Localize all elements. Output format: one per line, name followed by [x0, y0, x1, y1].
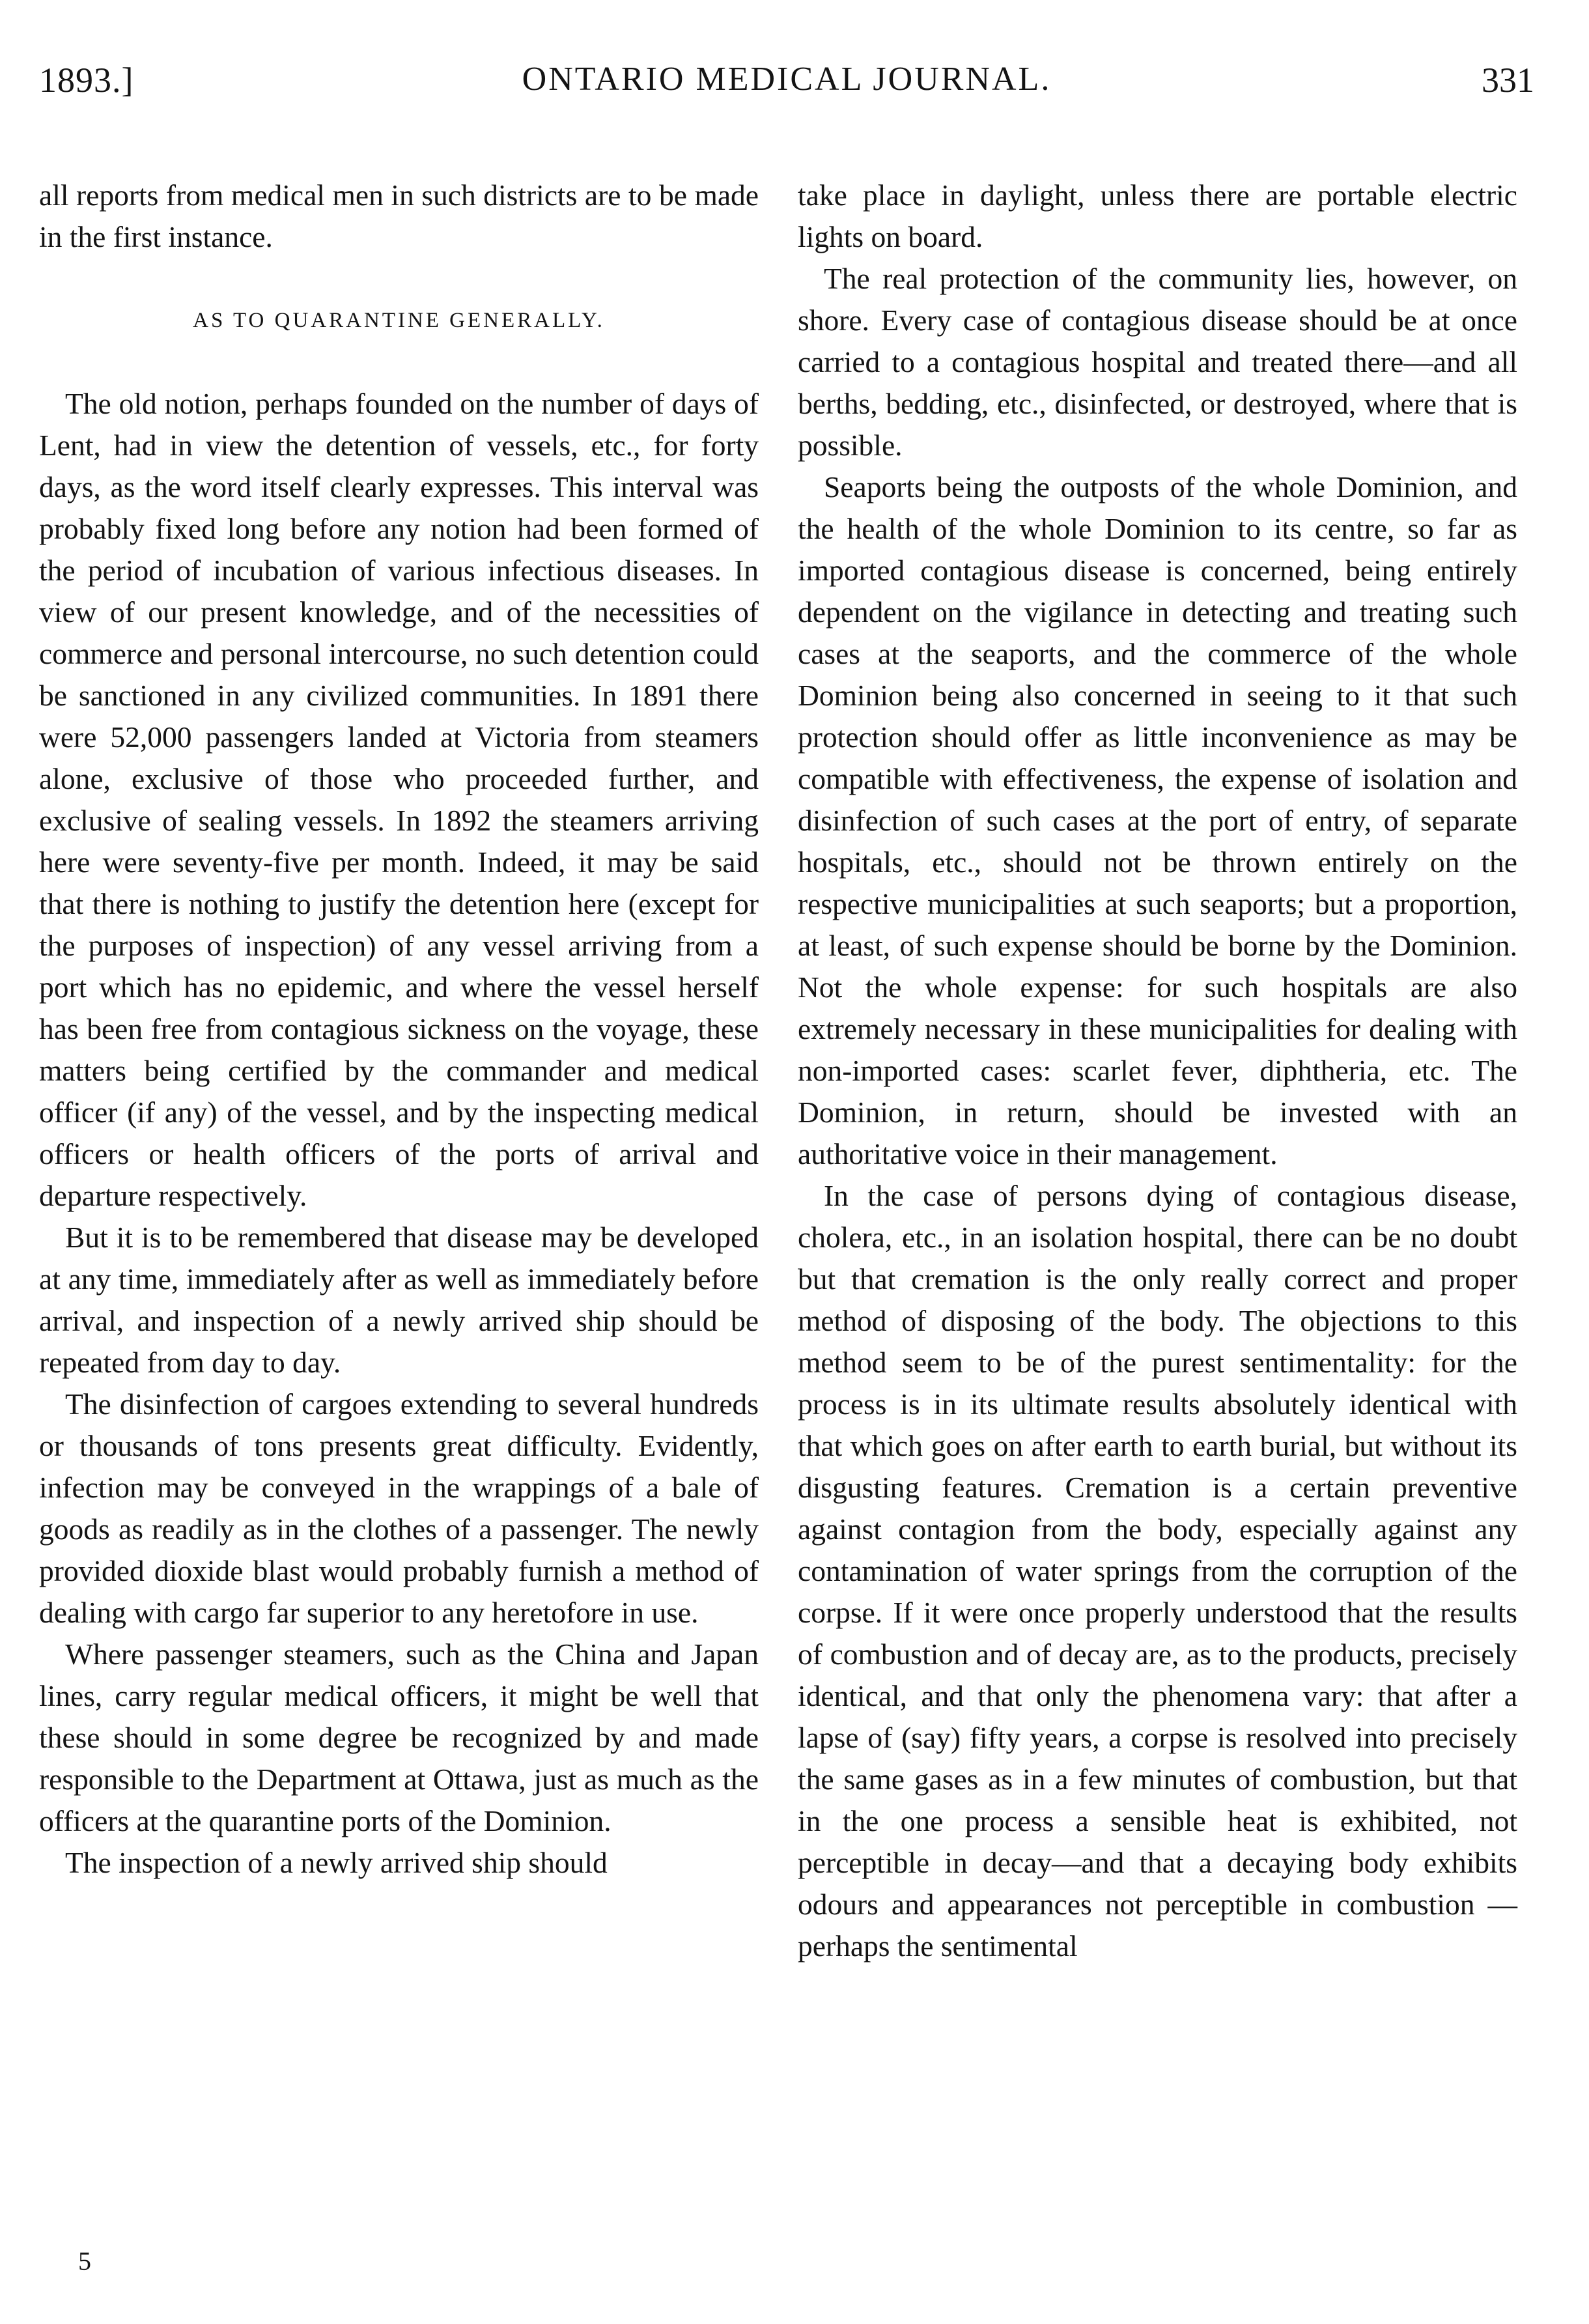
- header-year: 1893.]: [39, 61, 134, 100]
- right-paragraph: take place in daylight, unless there are portable electric lights on board.: [798, 178, 1517, 253]
- signature-mark: 5: [78, 2246, 91, 2276]
- page-number: 331: [1482, 61, 1534, 100]
- right-column: [798, 175, 1517, 1967]
- left-paragraph: The disinfection of cargoes extending to several hundreds or thousands of tons presents great difficulty. Evidently, infection may be conveyed in the wrappings of a bale of goods as readily as in the clothes of a passenger. The newly provided dioxide blast would probably furnish a method of dealing with cargo far superior to any heretofore in use.: [39, 1387, 759, 1629]
- right-paragraph: In the case of persons dying of contagious disease, cholera, etc., in an isolation hospital, there can be no doubt but that cremation is the only really correct and proper method of disposing of the body. The objections to this method seem to be of the purest sentimentality: for the process is in its ultimate results absolutely identical with that which goes on after earth to earth burial, but without its disgusting features. Cremation is a certain preventive against contagion from the body, especially against any contamination of water springs from the corruption of the corpse. If it were once properly understood that the results of combustion and of decay are, as to the products, precisely identical, and that only the phenomena vary: that after a lapse of (say) fifty years, a corpse is resolved into precisely the same gases as in a few minutes of combustion, but that in the one process a sensible heat is exhibited, not perceptible in decay—and that a decaying body exhibits odours and appearances not perceptible in combustion — perhaps the sentimental: [798, 1179, 1517, 1963]
- section-subheading: AS TO QUARANTINE GENERALLY.: [193, 309, 605, 332]
- right-paragraph: The real protection of the community lies, however, on shore. Every case of contagious disease should be at once carried to a contagious hospital and treated there—and all berths, bedding, etc., disinfected, or destroyed, where that is possible.: [798, 262, 1517, 462]
- left-column: [39, 175, 759, 1884]
- left-paragraph: The inspection of a newly arrived ship should: [65, 1846, 608, 1879]
- left-opening-paragraph: all reports from medical men in such districts are to be made in the first instance.: [39, 178, 759, 253]
- left-paragraph: The old notion, perhaps founded on the number of days of Lent, had in view the detention of vessels, etc., for forty days, as the word itself clearly expresses. This interval was probably fixed long before any notion had been formed of the period of incubation of various infectious diseases. In view of our present knowledge, and of the necessities of commerce and personal intercourse, no such detention could be sanctioned in any civilized communities. In 1891 there were 52,000 passengers landed at Victoria from steamers alone, exclusive of those who proceeded further, and exclusive of sealing vessels. In 1892 the steamers arriving here were seventy-five per month. Indeed, it may be said that there is nothing to justify the detention here (except for the purposes of inspection) of any vessel arriving from a port which has no epidemic, and where the vessel herself has been free from contagious sickness on the voyage, these matters being certified by the commander and medical officer (if any) of the vessel, and by the inspecting medical officers or health officers of the ports of arrival and departure respectively.: [39, 387, 759, 1212]
- journal-title: ONTARIO MEDICAL JOURNAL.: [522, 61, 1052, 98]
- running-header: [39, 60, 1534, 119]
- left-paragraph: But it is to be remembered that disease may be developed at any time, immediately after as well as immediately before arrival, and inspection of a newly arrived ship should be repeated from day to day.: [39, 1221, 759, 1379]
- right-paragraph: Seaports being the outposts of the whole Dominion, and the health of the whole Dominion to its centre, so far as imported contagious disease is concerned, being entirely dependent on the vigilance in detecting and treating such cases at the seaports, and the commerce of the whole Dominion being also concerned in seeing to it that such protection should offer as little inconvenience as may be compatible with effectiveness, the expense of isolation and disinfection of such cases at the port of entry, of separate hospitals, etc., should not be thrown entirely on the respective municipalities at such seaports; but a proportion, at least, of such expense should be borne by the Dominion. Not the whole expense: for such hospitals are also extremely necessary in these municipalities for dealing with non-imported cases: scarlet fever, diphtheria, etc. The Dominion, in return, should be invested with an authoritative voice in their management.: [798, 470, 1517, 1170]
- left-paragraph: Where passenger steamers, such as the China and Japan lines, carry regular medical officers, it might be well that these should in some degree be recognized by and made responsible to the Department at Ottawa, just as much as the officers at the quarantine ports of the Dominion.: [39, 1637, 759, 1837]
